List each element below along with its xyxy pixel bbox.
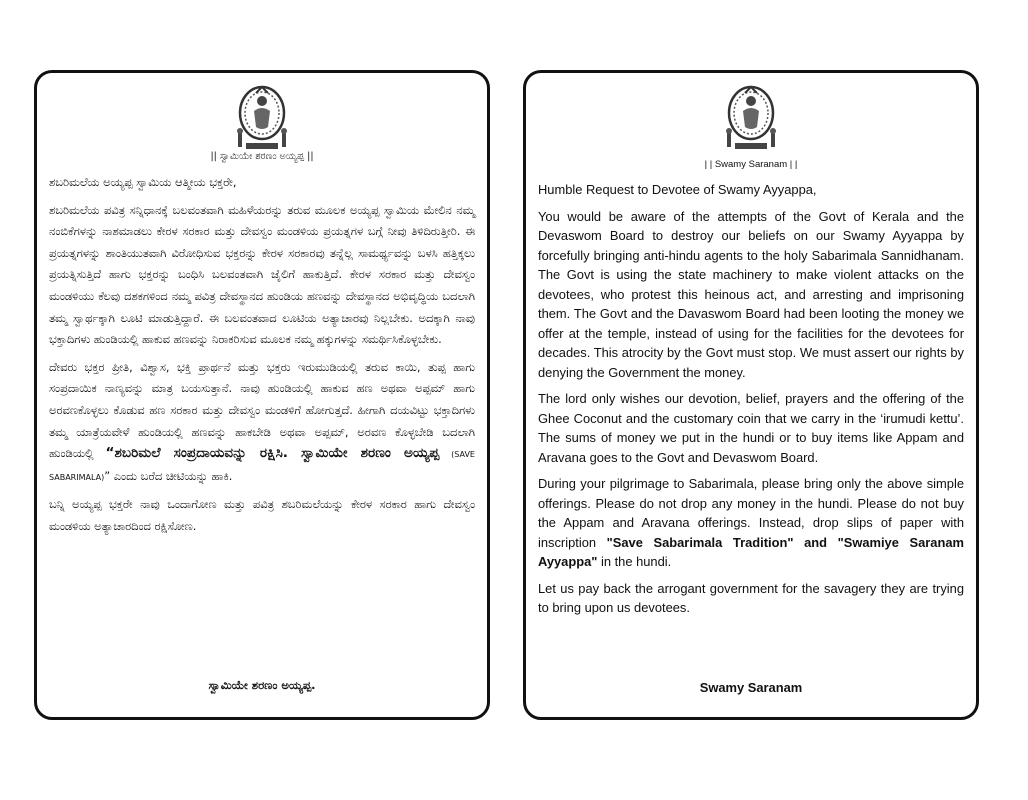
paragraph-4: Let us pay back the arrogant government for the savagery they are trying to bring upon us devotees.: [538, 580, 964, 615]
paragraph-2-end: ” ಎಂದು ಬರೆದ ಚೀಟಿಯನ್ನು ಹಾಕಿ.: [104, 468, 233, 483]
save-sabarimala-note: (SAVE SABARIMALA): [49, 450, 475, 482]
ayyappa-emblem-icon: [721, 81, 781, 153]
ayyappa-emblem-icon: [232, 81, 292, 153]
paragraph-3-end: in the hundi.: [597, 554, 672, 569]
inscription-text: "Save Sabarimala Tradition" and "Swamiye Saranam Ayyappa": [538, 534, 964, 569]
header-salutation: | | Swamy Saranam | |: [704, 159, 798, 170]
paragraph-2: [49, 357, 475, 489]
signature: ಸ್ವಾಮಿಯೇ ಶರಣಂ ಅಯ್ಯಪ್ಪ.: [208, 678, 316, 692]
paragraph-3-text: During your pilgrimage to Sabarimala, please bring only the above simple offerings. Please do not drop any money in the hundi. Please do not buy the Appam and Aravana offerings. Instead, drop slips of paper with inscription: [538, 476, 964, 550]
paragraph-3: ಬನ್ನಿ ಅಯ್ಯಪ್ಪ ಭಕ್ತರೇ ನಾವು ಒಂದಾಗೋಣ ಮತ್ತು ಪವಿತ್ರ ಶಬರಿಮಲೆಯನ್ನು ಕೇರಳ ಸರಕಾರ ಹಾಗು ದೇವಸ್ವಂ ಮಂಡಳಿಯ ಅತ್ಯಾಚಾರದಿಂದ ರಕ್ಷಿಸೋಣ.: [49, 497, 475, 533]
kannada-leaflet: [34, 70, 490, 720]
slogan-quote: “ಶಬರಿಮಲೆ ಸಂಪ್ರದಾಯವನ್ನು ರಕ್ಷಿಸಿ. ಸ್ವಾಮಿಯೇ ಶರಣಂ ಅಯ್ಯಪ್ಪ: [105, 445, 440, 462]
paragraph-3: [538, 474, 964, 572]
paragraph-1: You would be aware of the attempts of the Govt of Kerala and the Devaswom Board to destroy our beliefs on our Swamy Ayyappa by forcefully bringing anti-hindu agents to the holy Sabarimala Sannidhanam. The Govt is using the state machinery to make violent attacks on the devotees, who protest this heinous act, and arresting and imprisoning them. The Govt and the Davaswom Board had been looting the money we offer at the temple, instead of using for the facilities for the devotees for decades. This atrocity by the Govt must stop. We must assert our rights by denying the Government the money.: [538, 208, 964, 380]
paragraph-1: ಶಬರಿಮಲೆಯ ಪವಿತ್ರ ಸನ್ನಿಧಾನಕ್ಕೆ ಬಲವಂತವಾಗಿ ಮಹಿಳೆಯರನ್ನು ತರುವ ಮೂಲಕ ಅಯ್ಯಪ್ಪ ಸ್ವಾಮಿಯ ಮೇಲಿನ ನಮ್ಮ ನಂಬಿಕೆಗಳನ್ನು ನಾಶಮಾಡಲು ಕೇರಳ ಸರಕಾರ ಮತ್ತು ದೇವಸ್ವಂ ಮಂಡಳಿಯ ಪ್ರಯತ್ನಗಳ ಬಗ್ಗೆ ನೀವು ತಿಳಿದಿರುತ್ತೀರಿ. ಈ ಪ್ರಯತ್ನಗಳನ್ನು ಶಾಂತಿಯುತವಾಗಿ ವಿರೋಧಿಸುವ ಭಕ್ತರನ್ನು ಕೇರಳ ಸರಕಾರವು ತನ್ನೆಲ್ಲ ಸಾಮರ್ಥ್ಯವನ್ನು ಬಳಸಿ ಹತ್ತಿಕ್ಕಲು ಪ್ರಯತ್ನಿಸುತ್ತಿದೆ ಹಾಗು ಭಕ್ತರನ್ನು ಬಂಧಿಸಿ ಬಲವಂತವಾಗಿ ಜೈಲಿಗೆ ಹಾಕುತ್ತಿದೆ. ಕೇರಳ ಸರಕಾರ ಮತ್ತು ದೇವಸ್ವಂ ಮಂಡಳಿಯು ಕೆಲವು ದಶಕಗಳಿಂದ ನಮ್ಮ ಪವಿತ್ರ ದೇವಸ್ಥಾನದ ಹುಂಡಿಯ ಹಣವನ್ನು ದೇವಸ್ಥಾನದ ಅಭಿವೃದ್ಧಿಯ ಬದಲಾಗಿ ತಮ್ಮ ಸ್ವಾರ್ಥಕ್ಕಾಗಿ ಲೂಟಿ ಮಾಡುತ್ತಿದ್ದಾರೆ. ಈ ಬಲವಂತವಾದ ಲೂಟಿಯ ಅತ್ಯಾಚಾರವು ನಿಲ್ಲಬೇಕು. ಅದಕ್ಕಾಗಿ ನಾವು ಭಕ್ತಾದಿಗಳು ಹುಂಡಿಯಲ್ಲಿ ಹಾಕುವ ಹಣವನ್ನು ನಿರಾಕರಿಸುವ ಮೂಲಕ ನಮ್ಮ ಹಕ್ಕುಗಳನ್ನು ಸಮರ್ಥಿಸಿಕೊಳ್ಳಬೇಕು.: [49, 202, 475, 347]
paragraph-2: The lord only wishes our devotion, belief, prayers and the offering of the Ghee Coconut and the customary coin that we carry in the ‘irumudi kettu’. The sums of money we put in the hundi or to buy items like Appam and Aravana goes to the Govt and Devaswom Board.: [538, 391, 964, 465]
greeting: Humble Request to Devotee of Swamy Ayyappa,: [538, 182, 817, 197]
greeting: ಶಬರಿಮಲೆಯ ಅಯ್ಯಪ್ಪ ಸ್ವಾಮಿಯ ಆತ್ಮೀಯ ಭಕ್ತರೇ,: [49, 175, 237, 189]
header-salutation: || ಸ್ವಾಮಿಯೇ ಶರಣಂ ಅಯ್ಯಪ್ಪ ||: [210, 151, 314, 162]
signature: Swamy Saranam: [699, 680, 803, 695]
paragraph-2-text: ದೇವರು ಭಕ್ತರ ಪ್ರೀತಿ, ವಿಶ್ವಾಸ, ಭಕ್ತಿ ಪ್ರಾರ್ಥನೆ ಮತ್ತು ಭಕ್ತರು ಇರುಮುಡಿಯಲ್ಲಿ ತರುವ ಕಾಯಿ, ತುಪ್ಪ ಹಾಗು ಸಂಪ್ರದಾಯಿಕ ನಾಣ್ಯವನ್ನು ಮಾತ್ರ ಬಯಸುತ್ತಾನೆ. ನಾವು ಹುಂಡಿಯಲ್ಲಿ ಹಾಕುವ ಹಣ ಅಥವಾ ಅಪ್ಪಮ್ ಹಾಗು ಅರವಣಕೊಳ್ಳಲು ಕೊಡುವ ಹಣ ಸರಕಾರ ಮತ್ತು ದೇವಸ್ವಂ ಮಂಡಳಿಗೆ ಹೋಗುತ್ತದೆ. ಹೀಗಾಗಿ ದಯವಿಟ್ಟು ಭಕ್ತಾದಿಗಳು ತಮ್ಮ ಯಾತ್ರೆಯವೇಳೆ ಹುಂಡಿಯಲ್ಲಿ ಹಣವನ್ನು ಹಾಕಬೇಡಿ ಅಥವಾ ಅಪ್ಪಮ್, ಅರವಣ ಕೊಳ್ಳಬೇಡಿ ಬದಲಾಗಿ ಹುಂಡಿಯಲ್ಲಿ: [49, 359, 475, 461]
english-leaflet: [523, 70, 979, 720]
